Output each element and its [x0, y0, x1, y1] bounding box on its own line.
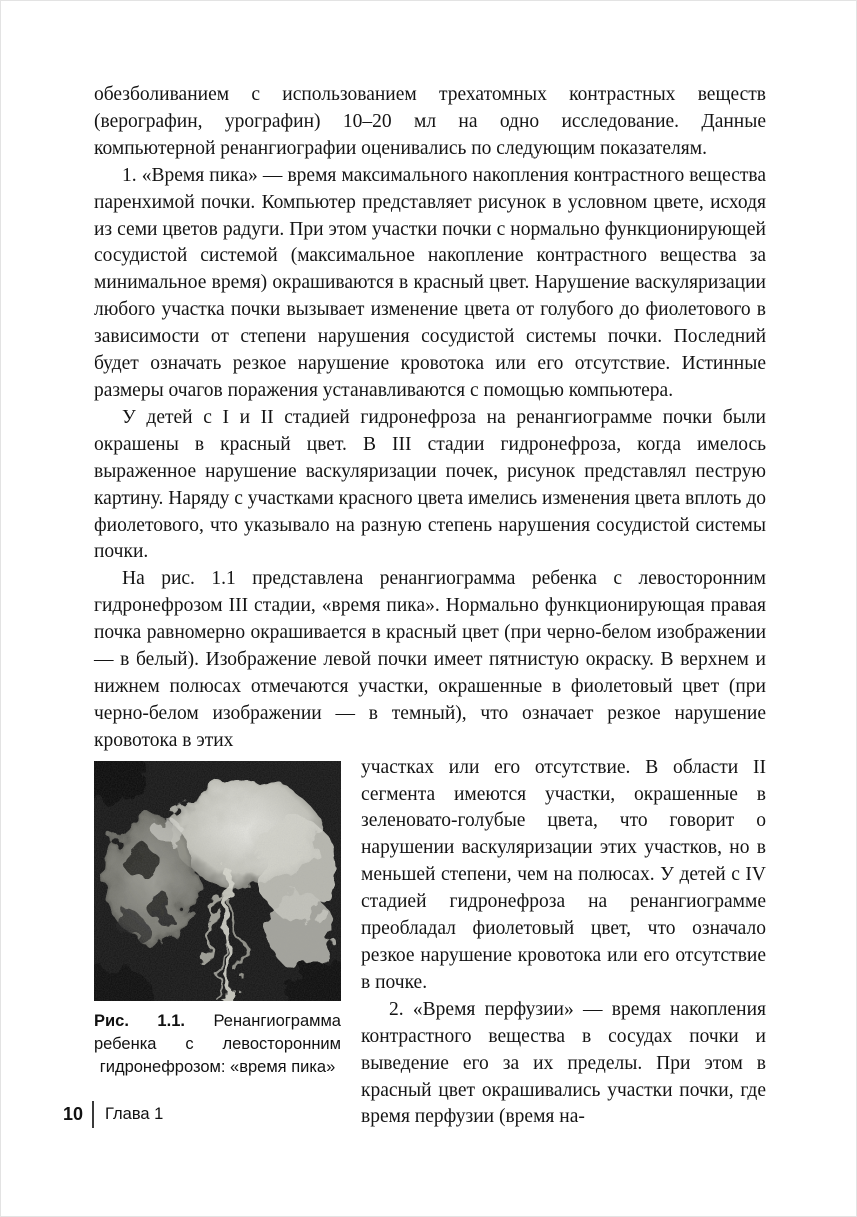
- footer-divider: [92, 1101, 94, 1128]
- page-text-block: [94, 82, 766, 1131]
- body-paragraph: участках или его отсутствие. В области II сегмента имеются участки, окрашенные в зеленовато-голубые цвета, что говорит о нарушении васкуляризации этих участков, но в меньшей степени, чем на полюсах. У детей с IV стадией гидронефроза на ренангиограмме преобладал фиолетовый цвет, что означало резкое нарушение кровотока или его отсутствие в почке.: [361, 756, 766, 993]
- figure-1-1: [94, 761, 341, 1079]
- page-footer: [63, 1101, 163, 1128]
- body-paragraph: На рис. 1.1 представлена ренангиограмма ребенка с левосторонним гидронефрозом III стадии, «время пика». Нормально функционирующая правая почка равномерно окрашивается в красный цвет (при черно-белом изображении — в белый). Изображение левой почки имеет пятнистую окраску. В верхнем и нижнем полюсах отмечаются участки, окрашенные в фиолетовый цвет (при черно-белом изображении — в темный), что означает резкое нарушение кровотока в этих: [94, 568, 766, 751]
- figure-caption-label: Рис. 1.1.: [94, 1011, 185, 1030]
- page-number: 10: [63, 1104, 84, 1124]
- body-paragraph: обезболиванием с использованием трехатомных контрастных веществ (верографин, урографин) 10–20 мл на одно исследование. Данные компьютерной ренангиографии оценивались по следующим показателям.: [94, 84, 766, 159]
- figure-caption: [94, 1010, 341, 1079]
- chapter-label: Глава 1: [105, 1105, 164, 1123]
- body-paragraph: У детей с I и II стадией гидронефроза на ренангиограмме почки были окрашены в красный цвет. В III стадии гидронефроза, когда имелось выраженное нарушение васкуляризации почек, рисунок представлял пеструю картину. Наряду с участками красного цвета имелись изменения цвета вплоть до фиолетового, что указывало на разную степень нарушения сосудистой системы почки.: [94, 406, 766, 563]
- renangiogram-image: [94, 761, 341, 1001]
- figure-caption-text: Ренангиограмма ребенка с левосторонним гидронефрозом: «время пика»: [94, 1011, 341, 1076]
- body-paragraph: 1. «Время пика» — время максимального накопления контрастного вещества паренхимой почки. Компьютер представляет рисунок в условном цвете, исходя из семи цветов радуги. При этом участки почки с нормально функционирующей сосудистой системой (максимальное накопление контрастного вещества за минимальное время) окрашиваются в красный цвет. Нарушение васкуляризации любого участка почки вызывает изменение цвета от голубого до фиолетового в зависимости от степени нарушения сосудистой системы почки. Последний будет означать резкое нарушение кровотока или его отсутствие. Истинные размеры очагов поражения устанавливаются с помощью компьютера.: [94, 164, 766, 401]
- body-paragraph: 2. «Время перфузии» — время накопления контрастного вещества в сосудах почки и выведение его за их пределы. При этом в красный цвет окрашивались участки почки, где время перфузии (время на-: [361, 998, 766, 1128]
